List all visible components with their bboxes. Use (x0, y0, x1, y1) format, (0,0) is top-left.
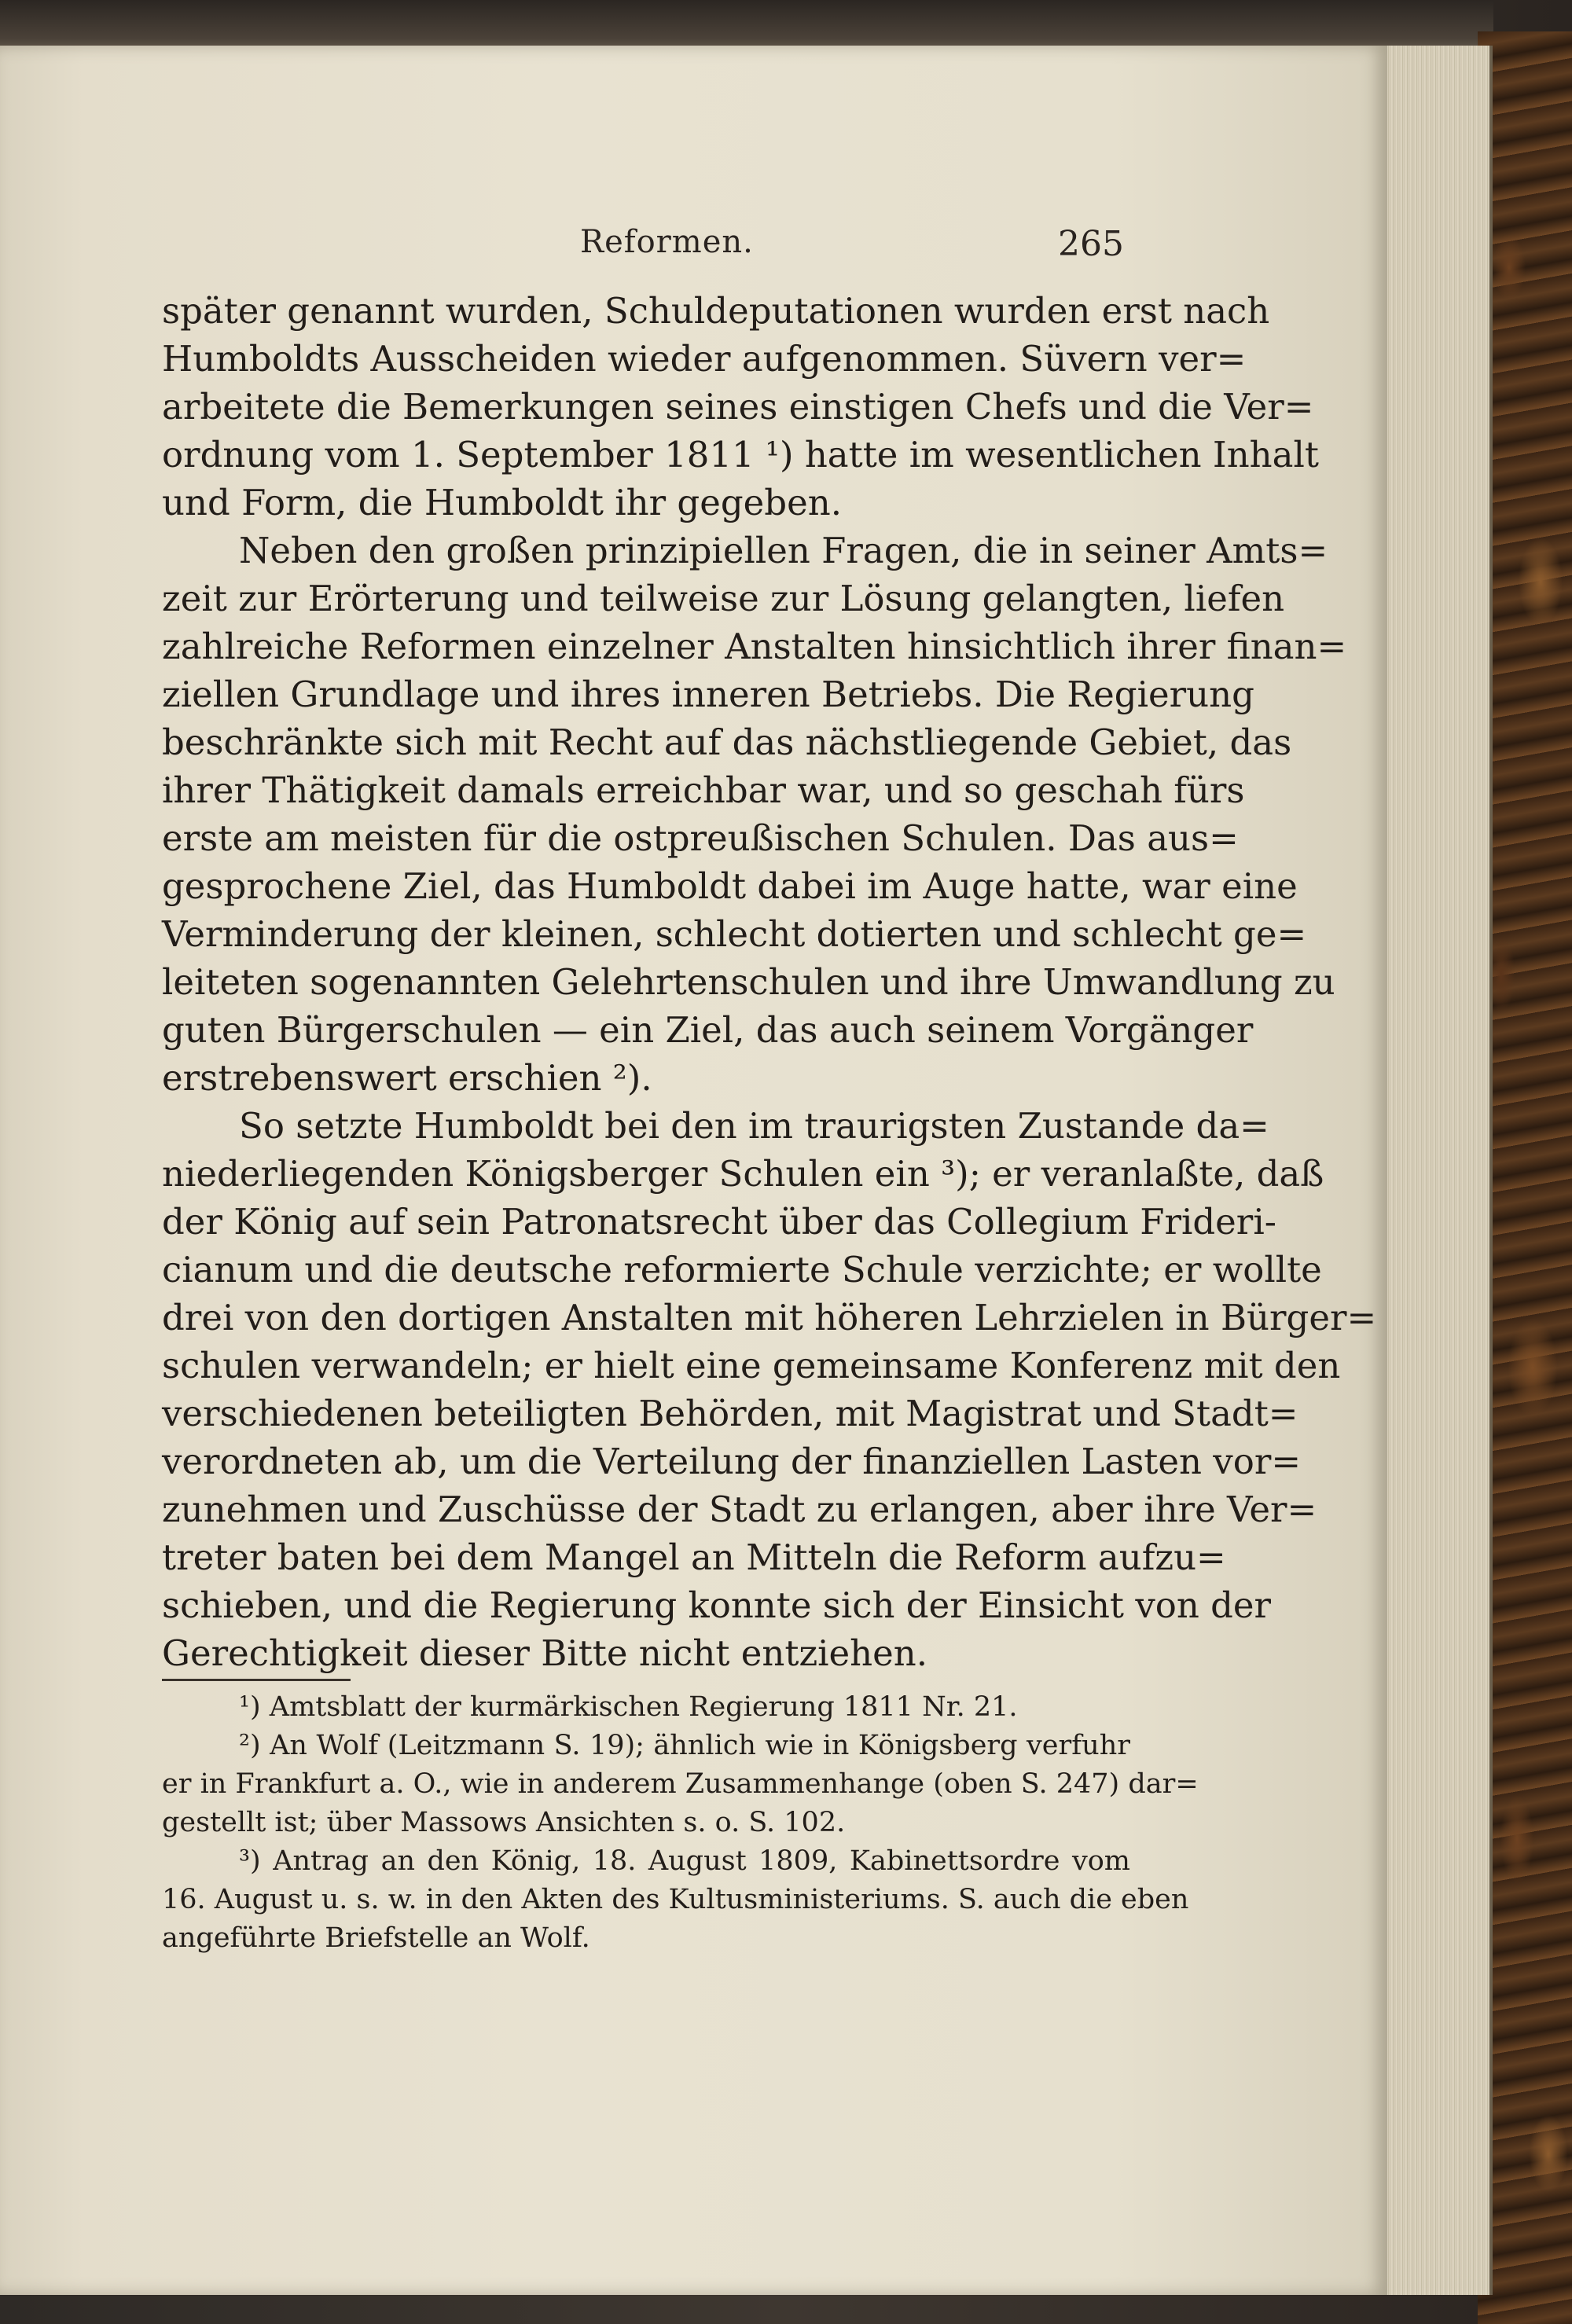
text-line: gesprochene Ziel, das Humboldt dabei im Auge hatte, war eine (162, 865, 1298, 907)
body-text (162, 287, 1377, 1677)
text-line: Neben den großen prinzipiellen Fragen, die in seiner Amts= (239, 530, 1328, 571)
text-line: Humboldts Ausscheiden wieder aufgenommen. Süvern ver= (162, 338, 1247, 380)
text-line: guten Bürgerschulen — ein Ziel, das auch seinem Vorgänger (162, 1009, 1254, 1051)
footnote-line: angeführte Briefstelle an Wolf. (162, 1922, 590, 1954)
text-line: zeit zur Erörterung und teilweise zur Lösung gelangten, liefen (162, 578, 1285, 619)
footnote-rule (162, 1679, 351, 1681)
text-line: ordnung vom 1. September 1811 ¹) hatte im wesentlichen Inhalt (162, 434, 1319, 475)
text-line: arbeitete die Bemerkungen seines einstigen Chefs und die Ver= (162, 386, 1314, 428)
text-line: ihrer Thätigkeit damals erreichbar war, und so geschah fürs (162, 769, 1245, 811)
running-head: Reformen. (580, 224, 754, 260)
text-line: verschiedenen beteiligten Behörden, mit Magistrat und Stadt= (162, 1393, 1298, 1434)
page-edges (1379, 46, 1493, 2295)
text-line: zahlreiche Reformen einzelner Anstalten hinsichtlich ihrer finan= (162, 626, 1347, 667)
footnote-line: ¹) Amtsblatt der kurmärkischen Regierung 1811 Nr. 21. (239, 1691, 1018, 1723)
text-line: zunehmen und Zuschüsse der Stadt zu erlangen, aber ihre Ver= (162, 1489, 1317, 1530)
text-line: schieben, und die Regierung konnte sich der Einsicht von der (162, 1584, 1272, 1626)
footnote-line: ²) An Wolf (Leitzmann S. 19); ähnlich wie in Königsberg verfuhr (239, 1730, 1130, 1761)
text-line: beschränkte sich mit Recht auf das nächstliegende Gebiet, das (162, 721, 1292, 763)
text-line: ziellen Grundlage und ihres inneren Betriebs. Die Regierung (162, 674, 1254, 715)
text-line: schulen verwandeln; er hielt eine gemeinsame Konferenz mit den (162, 1345, 1341, 1386)
footnote-line: 16. August u. s. w. in den Akten des Kultusministeriums. S. auch die eben (162, 1884, 1189, 1915)
text-line: drei von den dortigen Anstalten mit höheren Lehrzielen in Bürger= (162, 1297, 1377, 1338)
text-line: So setzte Humboldt bei den im traurigsten Zustande da= (239, 1105, 1269, 1147)
footnote-line: ³) Antrag an den König, 18. August 1809, Kabinettsordre vom (239, 1845, 1130, 1877)
text-line: Verminderung der kleinen, schlecht dotierten und schlecht ge= (162, 913, 1307, 955)
text-line: der König auf sein Patronatsrecht über das Collegium Frideri- (162, 1201, 1276, 1243)
text-line: treter baten bei dem Mangel an Mitteln die Reform aufzu= (162, 1536, 1226, 1578)
text-line: verordneten ab, um die Verteilung der finanziellen Lasten vor= (162, 1441, 1302, 1482)
footnote-line: er in Frankfurt a. O., wie in anderem Zusammenhange (oben S. 247) dar= (162, 1768, 1199, 1800)
footnotes (162, 1688, 1199, 1958)
text-line: erste am meisten für die ostpreußischen Schulen. Das aus= (162, 817, 1239, 859)
page-number: 265 (1058, 224, 1124, 264)
text-line: leiteten sogenannten Gelehrtenschulen und ihre Umwandlung zu (162, 961, 1335, 1003)
text-line: niederliegenden Königsberger Schulen ein ³); er veranlaßte, daß (162, 1153, 1324, 1195)
text-line: Gerechtigkeit dieser Bitte nicht entziehen. (162, 1632, 928, 1674)
text-line: später genannt wurden, Schuldeputationen wurden erst nach (162, 290, 1270, 332)
text-line: und Form, die Humboldt ihr gegeben. (162, 482, 843, 523)
text-line: cianum und die deutsche reformierte Schule verzichte; er wollte (162, 1249, 1322, 1290)
footnote-line: gestellt ist; über Massows Ansichten s. o. S. 102. (162, 1807, 846, 1838)
text-line: erstrebenswert erschien ²). (162, 1057, 652, 1099)
